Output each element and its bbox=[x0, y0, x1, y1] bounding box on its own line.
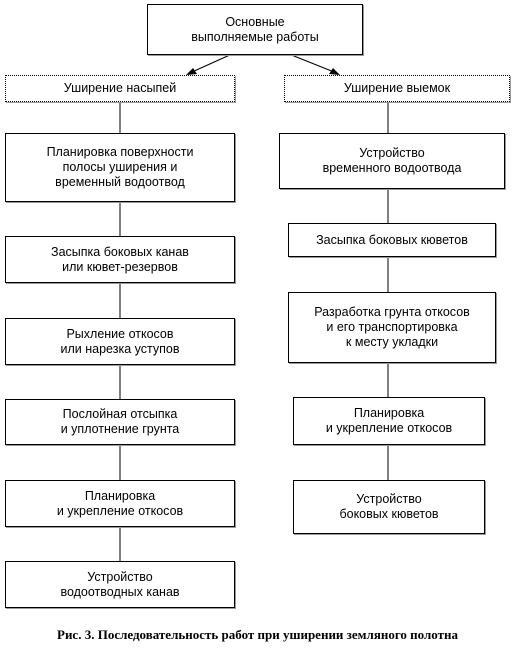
arrow-root-to-right bbox=[289, 54, 334, 72]
arrowhead-right bbox=[329, 68, 340, 75]
right-step-5: Устройство боковых кюветов bbox=[293, 480, 485, 534]
left-header-box: Уширение насыпей bbox=[5, 75, 235, 102]
arrow-root-to-left bbox=[192, 54, 232, 72]
arrowhead-left bbox=[186, 68, 197, 75]
right-step-2: Засыпка боковых кюветов bbox=[288, 223, 496, 257]
left-step-5: Планировка и укрепление откосов bbox=[5, 480, 235, 527]
figure-caption: Рис. 3. Последовательность работ при уширении земляного полотна bbox=[57, 627, 458, 642]
left-step-4: Послойная отсыпка и уплотнение грунта bbox=[5, 399, 235, 445]
right-header-box: Уширение выемок bbox=[284, 75, 510, 102]
left-step-1: Планировка поверхности полосы уширения и временный водоотвод bbox=[5, 133, 235, 202]
left-step-2: Засыпка боковых канав или кювет-резервов bbox=[5, 236, 235, 283]
left-step-3: Рыхление откосов или нарезка уступов bbox=[5, 318, 235, 365]
right-step-4: Планировка и укрепление откосов bbox=[293, 397, 485, 445]
left-step-6: Устройство водоотводных канав bbox=[5, 561, 235, 608]
right-step-1: Устройство временного водоотвода bbox=[279, 133, 505, 189]
right-step-3: Разработка грунта откосов и его транспортировка к месту укладки bbox=[288, 292, 496, 363]
root-box: Основные выполняемые работы bbox=[147, 4, 363, 55]
